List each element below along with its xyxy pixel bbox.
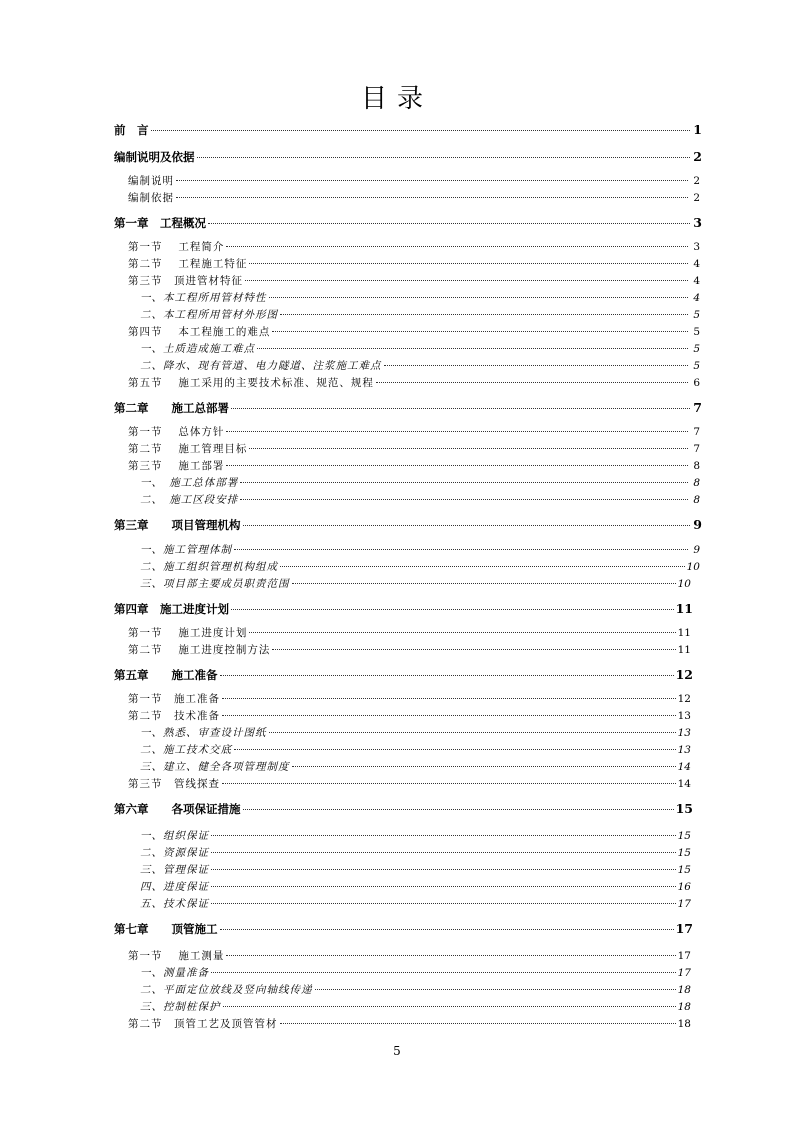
toc-entry-page: 2	[693, 192, 700, 204]
toc-entry-page: 4	[693, 258, 700, 270]
toc-entry[interactable]	[114, 601, 693, 617]
toc-entry-title: 二、平面定位放线及竖向轴线传递	[140, 984, 313, 996]
toc-entry-title: 第一节 工程简介	[128, 241, 225, 253]
toc-entry-title: 一、本工程所用管材特性	[140, 292, 267, 304]
toc-entry-title: 第二节 工程施工特征	[128, 258, 248, 270]
toc-entry[interactable]	[114, 965, 691, 980]
toc-entry-page: 5	[693, 343, 700, 355]
toc-dot-leader	[315, 989, 676, 990]
toc-entry-title: 一、测量准备	[140, 967, 209, 979]
toc-entry[interactable]	[114, 290, 700, 305]
toc-dot-leader	[176, 180, 688, 181]
toc-entry-page: 17	[677, 898, 691, 910]
toc-dot-leader	[226, 955, 675, 956]
toc-entry-title: 二、资源保证	[140, 847, 209, 859]
toc-entry[interactable]	[114, 725, 691, 740]
toc-entry[interactable]	[114, 559, 700, 574]
toc-entry[interactable]	[114, 845, 691, 860]
toc-entry[interactable]	[114, 921, 693, 937]
toc-entry-page: 14	[677, 761, 691, 773]
toc-entry-title: 二、施工技术交底	[140, 744, 232, 756]
toc-dot-leader	[245, 280, 688, 281]
toc-dot-leader	[376, 382, 688, 383]
toc-dot-leader	[231, 408, 690, 409]
toc-dot-leader	[222, 698, 676, 699]
toc-entry-title: 第三章 项目管理机构	[114, 518, 241, 532]
toc-entry-page: 13	[677, 727, 691, 739]
toc-entry[interactable]	[114, 358, 700, 373]
toc-entry-title: 第二章 施工总部署	[114, 401, 229, 415]
toc-entry-title: 编制说明	[128, 175, 174, 187]
toc-dot-leader	[220, 675, 674, 676]
toc-entry[interactable]	[114, 173, 700, 188]
toc-entry-page: 8	[693, 460, 700, 472]
toc-entry-title: 一、土质造成施工难点	[140, 343, 255, 355]
toc-entry-page: 9	[693, 517, 702, 532]
toc-entry-title: 一、施工管理体制	[140, 544, 232, 556]
toc-entry[interactable]	[114, 828, 691, 843]
toc-entry[interactable]	[114, 691, 691, 706]
toc-entry-title: 五、技术保证	[140, 898, 209, 910]
toc-entry[interactable]	[114, 341, 700, 356]
toc-dot-leader	[292, 583, 676, 584]
toc-entry[interactable]	[114, 273, 700, 288]
toc-entry-page: 7	[693, 400, 702, 415]
toc-entry-title: 第二节 施工进度控制方法	[128, 644, 271, 656]
toc-entry-page: 2	[693, 149, 702, 164]
toc-entry-title: 第七章 顶管施工	[114, 922, 218, 936]
toc-entry-title: 第三节 管线探查	[128, 778, 220, 790]
toc-entry[interactable]	[114, 215, 702, 231]
toc-entry-title: 第一节 施工进度计划	[128, 627, 248, 639]
toc-entry-page: 1	[693, 122, 702, 137]
toc-entry[interactable]	[114, 1016, 691, 1031]
toc-entry-page: 3	[693, 215, 702, 230]
toc-dot-leader	[257, 348, 688, 349]
toc-entry-page: 12	[675, 667, 693, 682]
toc-entry[interactable]	[114, 517, 702, 533]
toc-dot-leader	[211, 835, 676, 836]
toc-entry-page: 16	[677, 881, 691, 893]
toc-entry-title: 四、进度保证	[140, 881, 209, 893]
toc-entry-page: 18	[677, 1001, 691, 1013]
toc-entry[interactable]	[114, 667, 693, 683]
toc-dot-leader	[272, 331, 688, 332]
toc-entry-page: 9	[693, 544, 700, 556]
toc-entry-title: 第一章 工程概况	[114, 216, 206, 230]
toc-dot-leader	[197, 157, 691, 158]
toc-entry-page: 4	[693, 275, 700, 287]
toc-entry-title: 前 言	[114, 123, 149, 137]
toc-entry-page: 2	[693, 175, 700, 187]
toc-entry-title: 第四节 本工程施工的难点	[128, 326, 271, 338]
toc-dot-leader	[243, 525, 691, 526]
toc-entry-page: 5	[693, 326, 700, 338]
toc-entry[interactable]	[114, 190, 700, 205]
toc-entry[interactable]	[114, 759, 691, 774]
toc-entry-title: 二、施工组织管理机构组成	[140, 561, 278, 573]
toc-dot-leader	[240, 482, 688, 483]
toc-entry-page: 4	[693, 292, 700, 304]
toc-entry-page: 17	[677, 967, 691, 979]
toc-entry-title: 二、本工程所用管材外形图	[140, 309, 278, 321]
toc-entry[interactable]	[114, 879, 691, 894]
toc-entry[interactable]	[114, 400, 702, 416]
toc-entry-title: 第五节 施工采用的主要技术标准、规范、规程	[128, 377, 374, 389]
toc-entry[interactable]	[114, 424, 700, 439]
toc-dot-leader	[269, 732, 676, 733]
toc-dot-leader	[220, 929, 674, 930]
toc-entry-page: 8	[693, 477, 700, 489]
toc-entry[interactable]	[114, 458, 700, 473]
toc-dot-leader	[243, 809, 674, 810]
toc-dot-leader	[151, 130, 691, 131]
toc-dot-leader	[211, 903, 676, 904]
toc-entry[interactable]	[114, 862, 691, 877]
toc-entry-page: 14	[677, 778, 691, 790]
toc-entry-page: 10	[677, 578, 691, 590]
toc-entry[interactable]	[114, 776, 691, 791]
toc-entry-title: 三、管理保证	[140, 864, 209, 876]
toc-entry[interactable]	[114, 122, 702, 138]
toc-dot-leader	[249, 632, 675, 633]
toc-dot-leader	[280, 314, 688, 315]
toc-entry-page: 6	[693, 377, 700, 389]
toc-entry-title: 三、建立、健全各项管理制度	[140, 761, 290, 773]
toc-dot-leader	[226, 246, 688, 247]
page-title: 目录	[360, 84, 433, 114]
toc-dot-leader	[211, 972, 676, 973]
toc-entry-title: 第三节 施工部署	[128, 460, 225, 472]
toc-dot-leader	[222, 783, 676, 784]
toc-entry-page: 7	[693, 443, 700, 455]
toc-entry-title: 编制说明及依据	[114, 150, 195, 164]
toc-dot-leader	[222, 715, 676, 716]
toc-entry-page: 5	[693, 309, 700, 321]
toc-dot-leader	[269, 297, 689, 298]
toc-entry-title: 三、控制桩保护	[140, 1001, 221, 1013]
toc-entry[interactable]	[114, 982, 691, 997]
toc-entry[interactable]	[114, 542, 700, 557]
toc-dot-leader	[384, 365, 689, 366]
toc-entry[interactable]	[114, 708, 691, 723]
toc-entry-page: 11	[675, 601, 693, 616]
toc-dot-leader	[211, 852, 676, 853]
toc-entry-page: 18	[677, 1018, 691, 1030]
toc-entry-title: 第一节 施工准备	[128, 693, 220, 705]
toc-entry[interactable]	[114, 999, 691, 1014]
toc-dot-leader	[226, 431, 688, 432]
toc-entry-page: 5	[693, 360, 700, 372]
toc-entry-page: 7	[693, 426, 700, 438]
toc-entry-title: 二、降水、现有管道、电力隧道、注浆施工难点	[140, 360, 382, 372]
toc-entry-page: 15	[677, 847, 691, 859]
toc-dot-leader	[272, 649, 675, 650]
toc-entry-page: 8	[693, 494, 700, 506]
toc-entry-page: 10	[686, 561, 700, 573]
toc-entry-title: 一、熟悉、审查设计图纸	[140, 727, 267, 739]
toc-entry-page: 3	[693, 241, 700, 253]
toc-entry[interactable]	[114, 948, 691, 963]
toc-entry-page: 15	[675, 801, 693, 816]
page-number: 5	[393, 1044, 401, 1058]
toc-entry-page: 13	[677, 744, 691, 756]
toc-entry-title: 第一节 总体方针	[128, 426, 225, 438]
toc-entry-page: 12	[677, 693, 691, 705]
toc-entry-title: 第二节 技术准备	[128, 710, 220, 722]
toc-entry[interactable]	[114, 576, 691, 591]
toc-dot-leader	[249, 448, 688, 449]
toc-dot-leader	[292, 766, 676, 767]
toc-entry[interactable]	[114, 625, 691, 640]
toc-dot-leader	[240, 499, 688, 500]
toc-entry[interactable]	[114, 896, 691, 911]
toc-dot-leader	[234, 549, 688, 550]
toc-dot-leader	[226, 465, 688, 466]
toc-entry-title: 一、 施工总体部署	[140, 477, 239, 489]
toc-entry[interactable]	[114, 149, 702, 165]
toc-entry-title: 第六章 各项保证措施	[114, 802, 241, 816]
toc-entry-page: 17	[675, 921, 693, 936]
toc-entry-title: 二、 施工区段安排	[140, 494, 239, 506]
toc-entry-title: 第一节 施工测量	[128, 950, 225, 962]
toc-entry-title: 编制依据	[128, 192, 174, 204]
toc-entry[interactable]	[114, 475, 700, 490]
toc-entry[interactable]	[114, 441, 700, 456]
toc-entry[interactable]	[114, 256, 700, 271]
toc-entry-page: 15	[677, 830, 691, 842]
toc-entry-page: 18	[677, 984, 691, 996]
toc-entry-page: 13	[677, 710, 691, 722]
toc-dot-leader	[234, 749, 676, 750]
toc-dot-leader	[223, 1006, 676, 1007]
toc-dot-leader	[249, 263, 688, 264]
toc-dot-leader	[176, 197, 688, 198]
toc-dot-leader	[211, 886, 676, 887]
toc-entry[interactable]	[114, 307, 700, 322]
toc-entry[interactable]	[114, 642, 691, 657]
toc-entry-title: 第二节 顶管工艺及顶管管材	[128, 1018, 278, 1030]
toc-entry-page: 17	[677, 950, 691, 962]
toc-entry[interactable]	[114, 239, 700, 254]
toc-entry[interactable]	[114, 742, 691, 757]
toc-entry[interactable]	[114, 375, 700, 390]
toc-dot-leader	[211, 869, 676, 870]
toc-dot-leader	[231, 609, 674, 610]
toc-entry[interactable]	[114, 801, 693, 817]
toc-entry-page: 15	[677, 864, 691, 876]
toc-entry-title: 一、组织保证	[140, 830, 209, 842]
toc-entry-title: 第四章 施工进度计划	[114, 602, 229, 616]
toc-entry-page: 11	[677, 627, 691, 639]
toc-entry-title: 第二节 施工管理目标	[128, 443, 248, 455]
toc-dot-leader	[280, 1023, 676, 1024]
toc-entry-title: 第三节 顶进管材特征	[128, 275, 243, 287]
toc-entry-title: 第五章 施工准备	[114, 668, 218, 682]
toc-entry-title: 三、项目部主要成员职责范围	[140, 578, 290, 590]
toc-dot-leader	[208, 223, 690, 224]
toc-entry[interactable]	[114, 492, 700, 507]
toc-entry-page: 11	[677, 644, 691, 656]
toc-entry[interactable]	[114, 324, 700, 339]
toc-dot-leader	[280, 566, 685, 567]
